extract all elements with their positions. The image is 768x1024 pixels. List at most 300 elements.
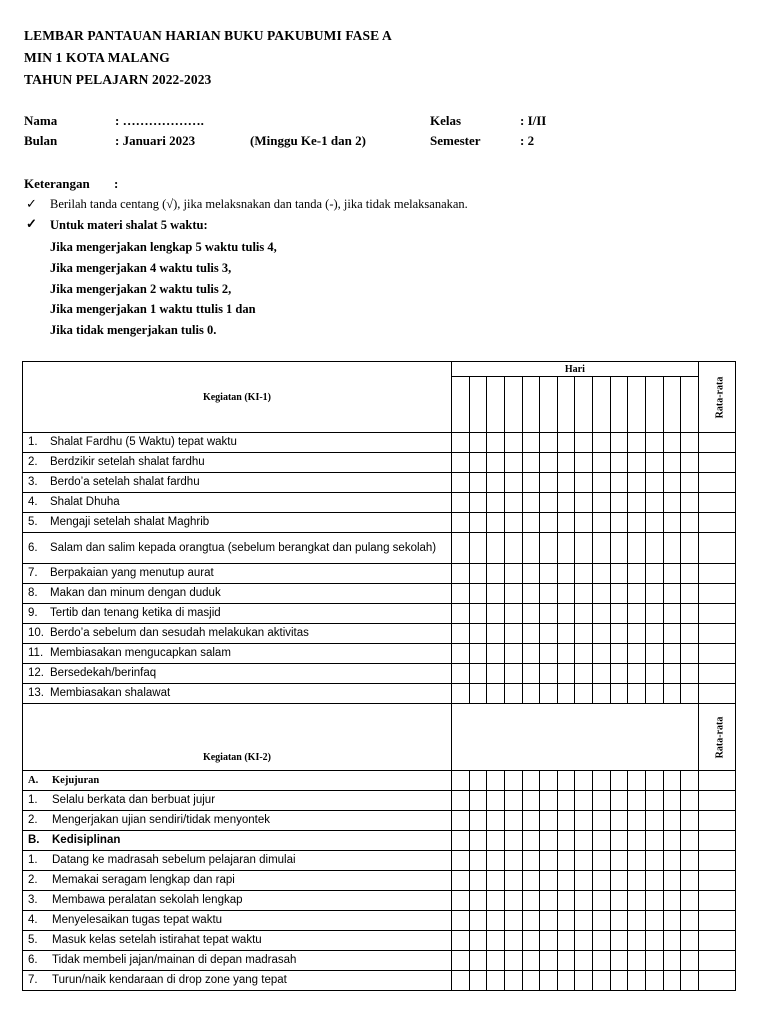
day-cell[interactable] (522, 664, 540, 684)
day-cell[interactable] (593, 891, 611, 911)
day-cell[interactable] (593, 624, 611, 644)
day-cell[interactable] (681, 871, 699, 891)
day-cell[interactable] (663, 513, 681, 533)
rata-rata-cell[interactable] (698, 624, 735, 644)
day-cell[interactable] (469, 951, 487, 971)
day-cell[interactable] (663, 624, 681, 644)
rata-rata-cell[interactable] (698, 604, 735, 624)
day-cell[interactable] (487, 473, 505, 493)
day-cell[interactable] (593, 791, 611, 811)
day-cell[interactable] (469, 453, 487, 473)
day-cell[interactable] (504, 644, 522, 664)
day-cell[interactable] (628, 533, 646, 564)
day-cell[interactable] (575, 684, 593, 704)
day-cell[interactable] (610, 493, 628, 513)
day-cell[interactable] (628, 871, 646, 891)
day-cell[interactable] (540, 513, 558, 533)
day-cell[interactable] (487, 871, 505, 891)
day-cell[interactable] (540, 831, 558, 851)
day-cell[interactable] (522, 624, 540, 644)
rata-rata-cell[interactable] (698, 473, 735, 493)
day-cell[interactable] (593, 971, 611, 991)
day-cell[interactable] (645, 564, 663, 584)
day-cell[interactable] (469, 684, 487, 704)
day-cell[interactable] (593, 951, 611, 971)
day-cell[interactable] (645, 891, 663, 911)
day-cell[interactable] (575, 971, 593, 991)
day-cell[interactable] (557, 891, 575, 911)
day-cell[interactable] (540, 473, 558, 493)
day-cell[interactable] (469, 851, 487, 871)
day-cell[interactable] (593, 533, 611, 564)
day-cell[interactable] (681, 584, 699, 604)
day-cell[interactable] (557, 453, 575, 473)
day-cell[interactable] (628, 851, 646, 871)
day-cell[interactable] (540, 644, 558, 664)
day-cell[interactable] (593, 564, 611, 584)
day-cell[interactable] (469, 911, 487, 931)
day-cell[interactable] (593, 433, 611, 453)
day-cell[interactable] (645, 851, 663, 871)
day-cell[interactable] (540, 624, 558, 644)
day-cell[interactable] (645, 664, 663, 684)
day-cell[interactable] (575, 664, 593, 684)
day-cell[interactable] (628, 911, 646, 931)
day-cell[interactable] (610, 911, 628, 931)
day-cell[interactable] (487, 584, 505, 604)
day-cell[interactable] (487, 453, 505, 473)
day-cell[interactable] (610, 564, 628, 584)
day-cell[interactable] (504, 931, 522, 951)
day-cell[interactable] (469, 871, 487, 891)
day-cell[interactable] (593, 473, 611, 493)
day-cell[interactable] (469, 831, 487, 851)
day-cell[interactable] (540, 931, 558, 951)
day-cell[interactable] (645, 871, 663, 891)
day-cell[interactable] (610, 831, 628, 851)
day-cell[interactable] (504, 604, 522, 624)
rata-rata-cell[interactable] (698, 584, 735, 604)
day-cell[interactable] (645, 453, 663, 473)
day-cell[interactable] (557, 871, 575, 891)
day-cell[interactable] (593, 513, 611, 533)
day-cell[interactable] (452, 951, 470, 971)
day-cell[interactable] (628, 971, 646, 991)
day-cell[interactable] (557, 533, 575, 564)
day-cell[interactable] (557, 584, 575, 604)
day-cell[interactable] (487, 891, 505, 911)
day-cell[interactable] (452, 493, 470, 513)
day-cell[interactable] (575, 891, 593, 911)
day-cell[interactable] (593, 871, 611, 891)
day-cell[interactable] (469, 533, 487, 564)
day-cell[interactable] (522, 791, 540, 811)
day-cell[interactable] (452, 831, 470, 851)
day-cell[interactable] (540, 533, 558, 564)
day-cell[interactable] (575, 513, 593, 533)
day-cell[interactable] (593, 851, 611, 871)
day-cell[interactable] (469, 811, 487, 831)
day-cell[interactable] (593, 931, 611, 951)
day-cell[interactable] (522, 473, 540, 493)
day-cell[interactable] (593, 911, 611, 931)
day-cell[interactable] (540, 684, 558, 704)
day-cell[interactable] (575, 811, 593, 831)
day-cell[interactable] (645, 604, 663, 624)
day-cell[interactable] (628, 624, 646, 644)
day-cell[interactable] (681, 831, 699, 851)
day-cell[interactable] (487, 771, 505, 791)
day-cell[interactable] (504, 664, 522, 684)
day-cell[interactable] (469, 931, 487, 951)
day-cell[interactable] (504, 513, 522, 533)
day-cell[interactable] (663, 951, 681, 971)
day-cell[interactable] (522, 453, 540, 473)
day-cell[interactable] (681, 891, 699, 911)
day-cell[interactable] (681, 851, 699, 871)
day-cell[interactable] (575, 771, 593, 791)
day-cell[interactable] (593, 604, 611, 624)
day-cell[interactable] (681, 624, 699, 644)
rata-rata-cell[interactable] (698, 644, 735, 664)
day-cell[interactable] (663, 771, 681, 791)
day-cell[interactable] (522, 684, 540, 704)
day-cell[interactable] (522, 584, 540, 604)
day-cell[interactable] (452, 584, 470, 604)
day-cell[interactable] (610, 791, 628, 811)
day-cell[interactable] (557, 831, 575, 851)
day-cell[interactable] (610, 624, 628, 644)
rata-rata-cell[interactable] (698, 911, 735, 931)
day-cell[interactable] (575, 871, 593, 891)
day-cell[interactable] (575, 851, 593, 871)
day-cell[interactable] (452, 911, 470, 931)
day-cell[interactable] (628, 604, 646, 624)
day-cell[interactable] (575, 831, 593, 851)
day-cell[interactable] (504, 584, 522, 604)
day-cell[interactable] (681, 604, 699, 624)
day-cell[interactable] (522, 564, 540, 584)
day-cell[interactable] (469, 891, 487, 911)
day-cell[interactable] (645, 684, 663, 704)
day-cell[interactable] (681, 971, 699, 991)
rata-rata-cell[interactable] (698, 891, 735, 911)
day-cell[interactable] (487, 664, 505, 684)
day-cell[interactable] (681, 811, 699, 831)
day-cell[interactable] (452, 811, 470, 831)
day-cell[interactable] (487, 533, 505, 564)
day-cell[interactable] (593, 453, 611, 473)
day-cell[interactable] (610, 533, 628, 564)
day-cell[interactable] (487, 811, 505, 831)
day-cell[interactable] (504, 533, 522, 564)
day-cell[interactable] (557, 564, 575, 584)
day-cell[interactable] (452, 453, 470, 473)
day-cell[interactable] (628, 791, 646, 811)
day-cell[interactable] (557, 604, 575, 624)
day-cell[interactable] (522, 831, 540, 851)
day-cell[interactable] (487, 493, 505, 513)
day-cell[interactable] (522, 911, 540, 931)
day-cell[interactable] (557, 624, 575, 644)
day-cell[interactable] (663, 891, 681, 911)
day-cell[interactable] (575, 533, 593, 564)
day-cell[interactable] (663, 871, 681, 891)
day-cell[interactable] (628, 433, 646, 453)
day-cell[interactable] (663, 851, 681, 871)
day-cell[interactable] (645, 473, 663, 493)
day-cell[interactable] (663, 831, 681, 851)
day-cell[interactable] (504, 493, 522, 513)
day-cell[interactable] (522, 533, 540, 564)
day-cell[interactable] (610, 584, 628, 604)
day-cell[interactable] (469, 791, 487, 811)
day-cell[interactable] (504, 564, 522, 584)
day-cell[interactable] (452, 931, 470, 951)
day-cell[interactable] (628, 473, 646, 493)
day-cell[interactable] (628, 684, 646, 704)
day-cell[interactable] (557, 664, 575, 684)
day-cell[interactable] (663, 644, 681, 664)
day-cell[interactable] (610, 851, 628, 871)
rata-rata-cell[interactable] (698, 931, 735, 951)
day-cell[interactable] (681, 433, 699, 453)
day-cell[interactable] (504, 453, 522, 473)
day-cell[interactable] (469, 513, 487, 533)
day-cell[interactable] (557, 644, 575, 664)
day-cell[interactable] (628, 831, 646, 851)
day-cell[interactable] (540, 811, 558, 831)
day-cell[interactable] (557, 493, 575, 513)
day-cell[interactable] (540, 951, 558, 971)
day-cell[interactable] (487, 971, 505, 991)
day-cell[interactable] (452, 851, 470, 871)
day-cell[interactable] (452, 533, 470, 564)
day-cell[interactable] (663, 533, 681, 564)
day-cell[interactable] (663, 453, 681, 473)
day-cell[interactable] (452, 891, 470, 911)
day-cell[interactable] (557, 791, 575, 811)
day-cell[interactable] (487, 831, 505, 851)
day-cell[interactable] (540, 891, 558, 911)
day-cell[interactable] (663, 811, 681, 831)
day-cell[interactable] (504, 791, 522, 811)
day-cell[interactable] (469, 493, 487, 513)
day-cell[interactable] (610, 971, 628, 991)
day-cell[interactable] (452, 684, 470, 704)
day-cell[interactable] (452, 771, 470, 791)
day-cell[interactable] (452, 513, 470, 533)
rata-rata-cell[interactable] (698, 791, 735, 811)
rata-rata-cell[interactable] (698, 771, 735, 791)
day-cell[interactable] (645, 971, 663, 991)
day-cell[interactable] (575, 584, 593, 604)
day-cell[interactable] (645, 771, 663, 791)
day-cell[interactable] (575, 791, 593, 811)
day-cell[interactable] (575, 931, 593, 951)
day-cell[interactable] (575, 433, 593, 453)
day-cell[interactable] (504, 624, 522, 644)
day-cell[interactable] (522, 871, 540, 891)
day-cell[interactable] (628, 664, 646, 684)
day-cell[interactable] (469, 624, 487, 644)
day-cell[interactable] (628, 493, 646, 513)
day-cell[interactable] (681, 644, 699, 664)
day-cell[interactable] (469, 664, 487, 684)
day-cell[interactable] (645, 791, 663, 811)
day-cell[interactable] (487, 684, 505, 704)
day-cell[interactable] (645, 811, 663, 831)
day-cell[interactable] (681, 513, 699, 533)
day-cell[interactable] (610, 771, 628, 791)
day-cell[interactable] (469, 564, 487, 584)
day-cell[interactable] (610, 604, 628, 624)
day-cell[interactable] (681, 453, 699, 473)
day-cell[interactable] (452, 664, 470, 684)
day-cell[interactable] (610, 473, 628, 493)
day-cell[interactable] (575, 644, 593, 664)
day-cell[interactable] (681, 771, 699, 791)
day-cell[interactable] (452, 644, 470, 664)
day-cell[interactable] (645, 644, 663, 664)
rata-rata-cell[interactable] (698, 664, 735, 684)
rata-rata-cell[interactable] (698, 493, 735, 513)
day-cell[interactable] (540, 971, 558, 991)
day-cell[interactable] (504, 951, 522, 971)
day-cell[interactable] (522, 644, 540, 664)
day-cell[interactable] (504, 684, 522, 704)
day-cell[interactable] (540, 791, 558, 811)
day-cell[interactable] (663, 473, 681, 493)
day-cell[interactable] (540, 851, 558, 871)
day-cell[interactable] (487, 513, 505, 533)
day-cell[interactable] (681, 664, 699, 684)
day-cell[interactable] (593, 644, 611, 664)
day-cell[interactable] (628, 811, 646, 831)
day-cell[interactable] (540, 871, 558, 891)
day-cell[interactable] (522, 951, 540, 971)
rata-rata-cell[interactable] (698, 831, 735, 851)
day-cell[interactable] (469, 971, 487, 991)
day-cell[interactable] (663, 791, 681, 811)
day-cell[interactable] (522, 433, 540, 453)
day-cell[interactable] (469, 584, 487, 604)
day-cell[interactable] (628, 931, 646, 951)
day-cell[interactable] (557, 951, 575, 971)
day-cell[interactable] (540, 453, 558, 473)
day-cell[interactable] (610, 891, 628, 911)
day-cell[interactable] (504, 811, 522, 831)
rata-rata-cell[interactable] (698, 533, 735, 564)
day-cell[interactable] (610, 513, 628, 533)
day-cell[interactable] (504, 911, 522, 931)
day-cell[interactable] (663, 911, 681, 931)
rata-rata-cell[interactable] (698, 453, 735, 473)
day-cell[interactable] (645, 911, 663, 931)
day-cell[interactable] (557, 931, 575, 951)
rata-rata-cell[interactable] (698, 971, 735, 991)
day-cell[interactable] (575, 624, 593, 644)
day-cell[interactable] (487, 851, 505, 871)
day-cell[interactable] (557, 433, 575, 453)
day-cell[interactable] (487, 604, 505, 624)
day-cell[interactable] (522, 851, 540, 871)
day-cell[interactable] (540, 584, 558, 604)
day-cell[interactable] (575, 911, 593, 931)
day-cell[interactable] (628, 891, 646, 911)
day-cell[interactable] (663, 971, 681, 991)
day-cell[interactable] (645, 533, 663, 564)
rata-rata-cell[interactable] (698, 564, 735, 584)
day-cell[interactable] (645, 931, 663, 951)
day-cell[interactable] (540, 604, 558, 624)
day-cell[interactable] (504, 851, 522, 871)
day-cell[interactable] (522, 493, 540, 513)
rata-rata-cell[interactable] (698, 811, 735, 831)
day-cell[interactable] (504, 871, 522, 891)
day-cell[interactable] (628, 564, 646, 584)
day-cell[interactable] (557, 971, 575, 991)
day-cell[interactable] (681, 931, 699, 951)
day-cell[interactable] (557, 771, 575, 791)
day-cell[interactable] (575, 493, 593, 513)
day-cell[interactable] (575, 951, 593, 971)
day-cell[interactable] (593, 811, 611, 831)
day-cell[interactable] (593, 684, 611, 704)
day-cell[interactable] (557, 684, 575, 704)
day-cell[interactable] (522, 971, 540, 991)
day-cell[interactable] (469, 771, 487, 791)
day-cell[interactable] (487, 791, 505, 811)
day-cell[interactable] (452, 971, 470, 991)
day-cell[interactable] (681, 684, 699, 704)
day-cell[interactable] (469, 473, 487, 493)
day-cell[interactable] (645, 624, 663, 644)
day-cell[interactable] (452, 791, 470, 811)
day-cell[interactable] (628, 644, 646, 664)
day-cell[interactable] (593, 664, 611, 684)
day-cell[interactable] (487, 931, 505, 951)
day-cell[interactable] (645, 584, 663, 604)
day-cell[interactable] (557, 473, 575, 493)
day-cell[interactable] (469, 604, 487, 624)
day-cell[interactable] (452, 871, 470, 891)
day-cell[interactable] (628, 453, 646, 473)
day-cell[interactable] (575, 564, 593, 584)
day-cell[interactable] (628, 584, 646, 604)
day-cell[interactable] (504, 771, 522, 791)
day-cell[interactable] (645, 493, 663, 513)
day-cell[interactable] (610, 871, 628, 891)
day-cell[interactable] (504, 971, 522, 991)
day-cell[interactable] (452, 564, 470, 584)
day-cell[interactable] (557, 911, 575, 931)
day-cell[interactable] (504, 831, 522, 851)
day-cell[interactable] (681, 564, 699, 584)
day-cell[interactable] (575, 453, 593, 473)
day-cell[interactable] (645, 513, 663, 533)
day-cell[interactable] (487, 951, 505, 971)
day-cell[interactable] (522, 604, 540, 624)
day-cell[interactable] (469, 433, 487, 453)
rata-rata-cell[interactable] (698, 684, 735, 704)
day-cell[interactable] (452, 624, 470, 644)
day-cell[interactable] (487, 624, 505, 644)
day-cell[interactable] (469, 644, 487, 664)
day-cell[interactable] (610, 433, 628, 453)
day-cell[interactable] (557, 513, 575, 533)
day-cell[interactable] (610, 684, 628, 704)
